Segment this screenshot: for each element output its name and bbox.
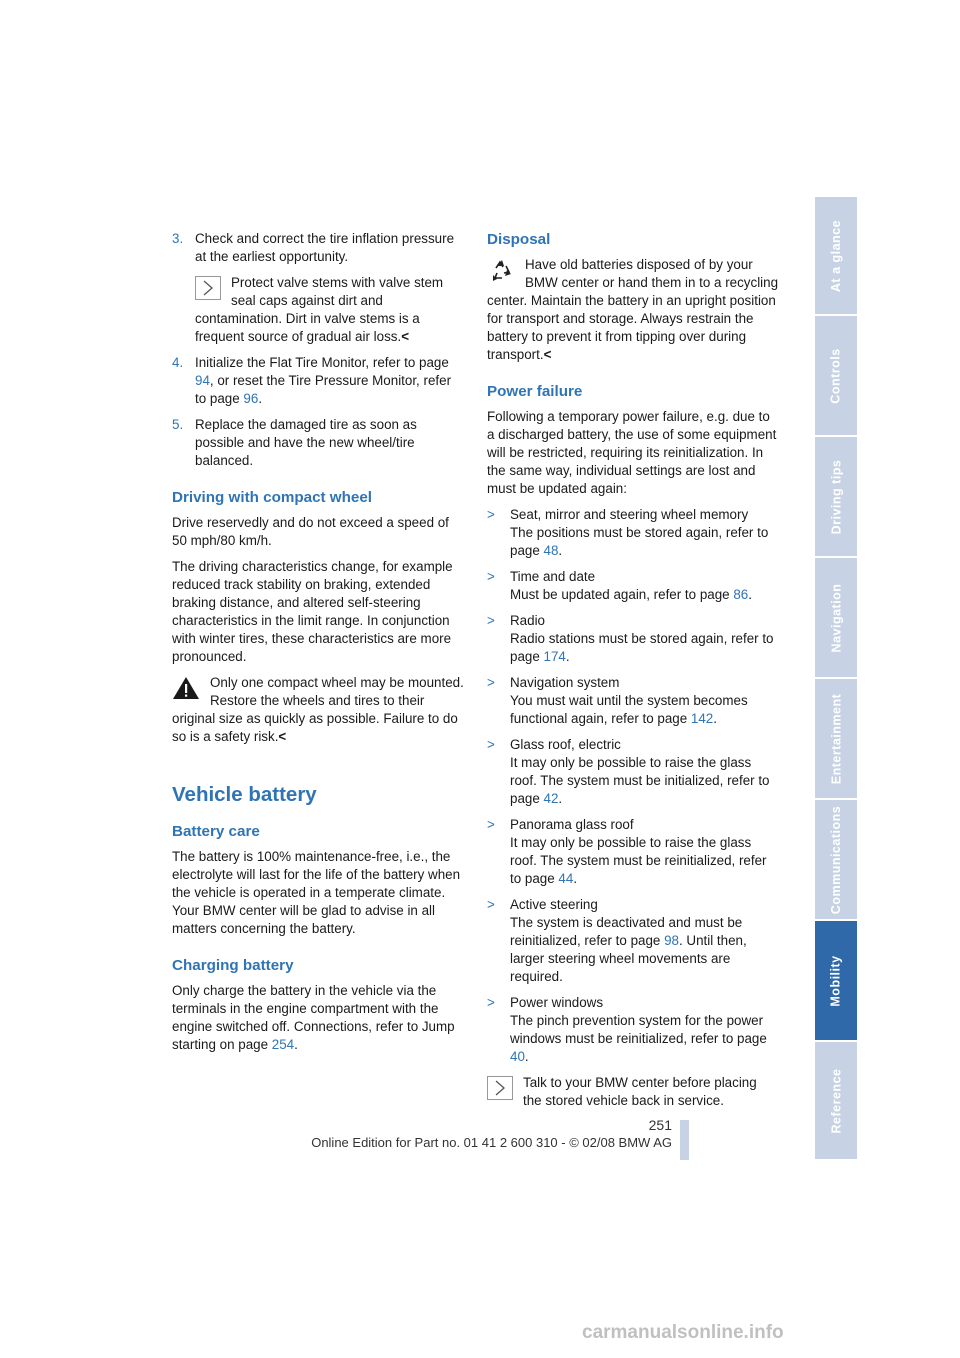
list-item	[487, 568, 779, 604]
tab-driving-tips[interactable]	[815, 437, 857, 558]
step-5	[172, 416, 464, 470]
tab-label: At a glance	[829, 219, 843, 292]
note-valve-stems	[172, 274, 464, 346]
bullet-marker: >	[487, 995, 495, 1010]
bullet-marker: >	[487, 737, 495, 752]
tab-at-a-glance[interactable]	[815, 197, 857, 316]
charging-text: Only charge the battery in the vehicle via the terminals in the engine compartment with the engine switched off. Connections, refer to Jump starting on page	[172, 983, 455, 1052]
list-item	[487, 674, 779, 728]
heading-disposal: Disposal	[487, 231, 551, 248]
list-item	[487, 816, 779, 888]
page-link-174[interactable]: 174	[543, 649, 566, 664]
tab-label: Entertainment	[829, 693, 844, 784]
paragraph-battery-care: The battery is 100% maintenance-free, i.e., the electrolyte will last for the life of the battery when the vehicle is operated in a temperate climate. Your BMW center will be glad to advise in all matters concerning the battery.	[172, 849, 461, 936]
heading-power-failure: Power failure	[487, 383, 583, 400]
item-title: Radio	[510, 613, 545, 628]
page-link-98[interactable]: 98	[664, 933, 679, 948]
page-link-42[interactable]: 42	[543, 791, 559, 806]
item-title: Glass roof, electric	[510, 737, 621, 752]
item-text-end: .	[558, 543, 563, 558]
tab-mobility[interactable]	[815, 921, 857, 1042]
list-item	[487, 506, 779, 560]
item-text: The positions must be stored again, refer to page	[510, 525, 769, 558]
heading-battery-care: Battery care	[172, 823, 260, 840]
tab-label: Communications	[829, 805, 843, 914]
item-text: Must be updated again, refer to page	[510, 587, 734, 602]
step-number: 3.	[172, 231, 184, 246]
tab-label: Navigation	[829, 583, 843, 652]
bullet-marker: >	[487, 613, 495, 628]
warning-icon	[172, 676, 200, 700]
page-link-96[interactable]: 96	[243, 391, 259, 406]
step-number: 4.	[172, 355, 184, 370]
list-item	[487, 994, 779, 1066]
paragraph-power-failure: Following a temporary power failure, e.g. due to a discharged battery, the use of some equipment will be restricted, requiring its reinitialization. In the same way, individual settings are lost and must be updated again:	[487, 409, 777, 496]
step-text-end: .	[258, 391, 263, 406]
right-column	[487, 230, 779, 1118]
step-text: Initialize the Flat Tire Monitor, refer to page	[195, 355, 449, 370]
item-text-end: .	[713, 711, 717, 726]
page-link-142[interactable]: 142	[690, 711, 714, 726]
step-text: Check and correct the tire inflation pressure at the earliest opportunity.	[195, 231, 455, 264]
item-text-end: .	[565, 649, 570, 664]
step-text-cont: , or reset the Tire Pressure Monitor, refer to page	[195, 373, 452, 406]
end-marker: <	[543, 347, 552, 362]
step-number: 5.	[172, 417, 184, 432]
power-failure-list	[487, 506, 779, 1066]
heading-vehicle-battery: Vehicle battery	[172, 783, 317, 806]
item-title: Seat, mirror and steering wheel memory	[510, 507, 749, 522]
item-text: It may only be possible to raise the glass roof. The system must be initialized, refer to page	[510, 755, 770, 806]
warning-compact-wheel	[172, 674, 464, 746]
bullet-marker: >	[487, 897, 495, 912]
list-item	[487, 896, 779, 986]
tab-reference[interactable]	[815, 1042, 857, 1161]
bullet-marker: >	[487, 507, 495, 522]
item-title: Active steering	[510, 897, 598, 912]
charging-text-end: .	[294, 1037, 298, 1052]
item-text: It may only be possible to raise the glass roof. The system must be reinitialized, refer to page	[510, 835, 767, 886]
bullet-marker: >	[487, 569, 495, 584]
tab-communications[interactable]	[815, 800, 857, 921]
item-text-end: .	[573, 871, 578, 886]
recycling-icon	[487, 258, 515, 282]
tab-label: Reference	[829, 1068, 844, 1133]
left-column	[172, 230, 464, 1062]
step-3	[172, 230, 464, 266]
step-4	[172, 354, 464, 408]
tab-navigation[interactable]	[815, 558, 857, 679]
item-text: Radio stations must be stored again, refer to page	[510, 631, 774, 664]
item-text-end: .	[524, 1049, 529, 1064]
step-text: Replace the damaged tire as soon as possible and have the new wheel/tire balanced.	[195, 417, 417, 468]
list-item	[487, 612, 779, 666]
heading-charging-battery: Charging battery	[172, 957, 294, 974]
paragraph-compact-speed: Drive reservedly and do not exceed a speed of 50 mph/80 km/h.	[172, 515, 449, 548]
bullet-marker: >	[487, 817, 495, 832]
note-storage	[487, 1074, 779, 1110]
tab-controls[interactable]	[815, 316, 857, 437]
heading-compact-wheel: Driving with compact wheel	[172, 489, 373, 506]
page-link-40[interactable]: 40	[510, 1049, 525, 1064]
edition-note: Online Edition for Part no. 01 41 2 600 310 - © 02/08 BMW AG	[311, 1135, 672, 1150]
tab-label: Mobility	[829, 954, 843, 1007]
page-link-94[interactable]: 94	[195, 373, 210, 388]
item-text: The system is deactivated and must be reinitialized, refer to page	[510, 915, 743, 948]
item-title: Panorama glass roof	[510, 817, 634, 832]
page-number: 251	[648, 1117, 672, 1133]
tab-entertainment[interactable]	[815, 679, 857, 800]
warning-text: Only one compact wheel may be mounted. Restore the wheels and tires to their original size as quickly as possible. Failure to do so is a safety risk.	[172, 675, 464, 744]
section-sidebar	[815, 197, 857, 1159]
item-title: Navigation system	[510, 675, 620, 690]
paragraph-charging	[172, 982, 464, 1054]
note-icon	[487, 1076, 513, 1100]
disposal-text: Have old batteries disposed of by your BMW center or hand them in to a recycling center. Maintain the battery in an upright position for transport and storage. Always restrain the battery to prevent it from tipping over during transport.	[487, 257, 779, 362]
footer-bar	[680, 1120, 689, 1160]
page-link-44[interactable]: 44	[558, 871, 574, 886]
item-title: Time and date	[510, 569, 596, 584]
end-marker: <	[401, 329, 410, 344]
list-item	[487, 736, 779, 808]
watermark: carmanualsonline.info	[582, 1322, 784, 1343]
item-title: Power windows	[510, 995, 604, 1010]
end-marker: <	[278, 729, 287, 744]
page-link-254[interactable]: 254	[271, 1037, 295, 1052]
note-text: Protect valve stems with valve stem seal caps against dirt and contamination. Dirt in valve stems is a frequent source of gradual air loss.	[195, 275, 444, 344]
item-text-end: . Until then, larger steering wheel movements are required.	[510, 933, 747, 984]
note-text: Talk to your BMW center before placing the stored vehicle back in service.	[523, 1075, 757, 1108]
disposal-note	[487, 256, 779, 364]
bullet-marker: >	[487, 675, 495, 690]
item-text: The pinch prevention system for the power windows must be reinitialized, refer to page	[510, 1013, 767, 1046]
page-link-48[interactable]: 48	[543, 543, 559, 558]
item-text-end: .	[558, 791, 563, 806]
tab-label: Driving tips	[829, 459, 844, 534]
item-text: You must wait until the system becomes functional again, refer to page	[510, 693, 748, 726]
item-text-end: .	[748, 587, 752, 602]
note-icon	[195, 276, 221, 300]
tab-label: Controls	[829, 347, 844, 404]
page-link-86[interactable]: 86	[733, 587, 749, 602]
paragraph-compact-characteristics: The driving characteristics change, for example reduced track stability on braking, extended braking distance, and altered self-steering characteristics in the limit range. In conjunction with winter tires, these characteristics are more pronounced.	[172, 559, 453, 664]
